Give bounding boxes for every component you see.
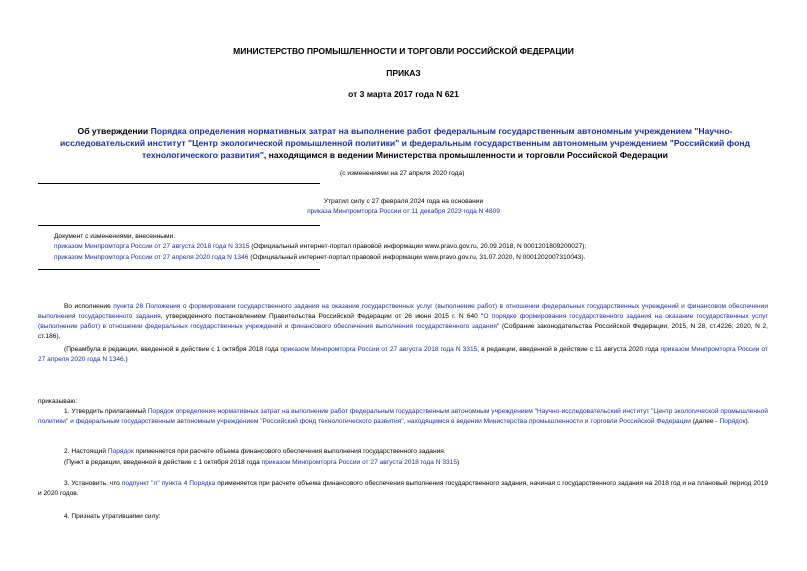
preamble-paragraph xyxy=(38,302,768,342)
title-suffix: , находящимся в ведении Министерства промышленности и торговли Российской Федерации xyxy=(263,150,668,160)
note-link-3315[interactable]: приказом Минпромторга России от 27 августа 2018 года N 3315 xyxy=(280,346,478,353)
changes-note: (с изменениями на 27 апреля 2020 года) xyxy=(340,170,465,177)
document-title xyxy=(60,125,750,161)
ministry-heading: МИНИСТЕРСТВО ПРОМЫШЛЕННОСТИ И ТОРГОВЛИ РОССИЙСКОЙ ФЕДЕРАЦИИ xyxy=(233,46,574,56)
paragraph-3 xyxy=(38,479,768,499)
doc-type-heading: ПРИКАЗ xyxy=(386,68,421,78)
p2-note-text: ) xyxy=(457,459,460,466)
amendment-source: (Официальный интернет-портал правовой информации www.pravo.gov.ru, 31.07.2020, N 0001202007310043). xyxy=(248,254,586,261)
paragraph-2-note xyxy=(38,458,768,468)
expired-order-link[interactable]: приказа Минпромторга России от 11 декабря 2023 года N 4809 xyxy=(307,207,500,215)
preamble-text: Во исполнение xyxy=(64,303,114,310)
procedure-link[interactable]: Порядок определения нормативных затрат на выполнение работ федеральным государственным автономным учреждением "Научно-исследовательский институт "Центр экологической промышленной политики" и федеральным государственным автономным учреждением "Российский фонд технологического развития", находящимся в ведении Министерства промышленности и торговли Российской Федерации xyxy=(38,408,768,425)
separator-line xyxy=(38,225,320,226)
expired-note xyxy=(0,197,807,216)
p4-text: 4. Признать утратившими силу: xyxy=(64,513,161,520)
note-link-1346[interactable]: приказом Минпромторга России от 27 апреля 2020 года N 1346 xyxy=(38,346,768,363)
doc-date-number: от 3 марта 2017 года N 621 xyxy=(348,89,459,99)
preamble-text: " (Собрание законодательства Российской Федерации, 2015, N 28, ст.4226; 2020, N 2, ст.186), xyxy=(38,323,768,340)
note-text: (Преамбула в редакции, введенной в действие с 1 октября 2018 года xyxy=(64,346,281,353)
p1-text: 1. Утвердить прилагаемый xyxy=(64,408,148,415)
resolution-640-link[interactable]: О порядке формирования государственного задания на оказание государственных услуг (выполнение работ) в отношении федеральных государственных учреждений и финансового обеспечения выполнения государственного задания xyxy=(38,313,768,330)
preamble-edit-note xyxy=(38,345,768,365)
paragraph-4 xyxy=(38,512,768,522)
p3-text: применяется при расчете объема финансового обеспечения выполнения государственного задания, начиная с государственного задания на 2018 год и на плановый период 2019 и 2020 годов. xyxy=(38,480,768,497)
amendment-item xyxy=(54,253,585,263)
amendment-link-1346[interactable]: приказом Минпромторга России от 27 апреля 2020 года N 1346 xyxy=(54,254,249,261)
p2-note-link-3315[interactable]: приказом Минпромторга России от 27 августа 2018 года N 3315 xyxy=(261,459,457,466)
p3-text: 3. Установить, что xyxy=(64,480,122,487)
separator-line xyxy=(38,183,320,184)
orders-word: приказываю: xyxy=(38,398,78,405)
p1-text: (далее - xyxy=(690,418,720,425)
title-prefix: Об утверждении xyxy=(77,126,151,136)
amendments-heading: Документ с изменениями, внесенными: xyxy=(54,233,176,240)
regulation-point-28-link[interactable]: пункта 28 Положения о формировании государственного задания на оказание государственных услуг (выполнение работ) в отношении федеральных государственных учреждений и финансовом обеспечении выполнения государственного задания xyxy=(38,303,768,320)
paragraph-2 xyxy=(38,447,768,457)
p2-note-text: (Пункт в редакции, введенной в действие с 1 октября 2018 года xyxy=(64,459,262,466)
amendment-item xyxy=(54,242,586,252)
amendment-source: (Официальный интернет-портал правовой информации www.pravo.gov.ru, 20.09.2018, N 0001201809200027); xyxy=(249,243,587,250)
p2-procedure-link[interactable]: Порядок xyxy=(107,448,134,455)
subpoint-l-link[interactable]: подпункт "л" пункта 4 Порядка xyxy=(121,480,216,487)
expired-text: Утратил силу с 27 февраля 2024 года на основании xyxy=(323,198,484,205)
procedure-short-link[interactable]: Порядок xyxy=(719,418,746,425)
p2-text: 2. Настоящий xyxy=(64,448,108,455)
p2-text: применяется при расчете объема финансового обеспечения выполнения государственного задания. xyxy=(133,448,446,455)
note-text: ; в редакции, введенной в действие с 11 августа 2020 года xyxy=(477,346,661,353)
amendment-link-3315[interactable]: приказом Минпромторга России от 27 августа 2018 года N 3315 xyxy=(54,243,250,250)
preamble-text: , утвержденного постановлением Правительства Российской Федерации от 26 июня 2015 г. N 640 " xyxy=(160,313,484,320)
p1-text: ). xyxy=(745,418,750,425)
title-order-link[interactable]: Порядка определения нормативных затрат на выполнение работ федеральным государственным автономным учреждением "Научно-исследовательский институт "Центр экологической промышленной политики" и федеральным государственным автономным учреждением "Российский фонд технологического развития" xyxy=(60,126,750,160)
paragraph-1 xyxy=(38,407,768,427)
note-text: .) xyxy=(123,356,128,363)
separator-line xyxy=(38,269,320,270)
